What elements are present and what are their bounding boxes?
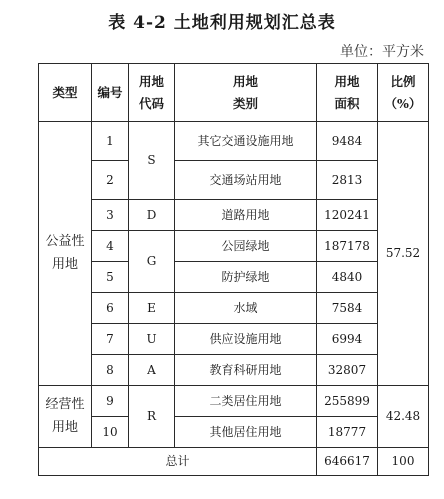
category-cell: 其他居住用地 — [175, 417, 317, 448]
table-row — [39, 293, 429, 324]
category-cell: 水域 — [175, 293, 317, 324]
header-ratio-line1: 比例 — [390, 74, 416, 90]
type-commercial-line2: 用地 — [51, 419, 78, 435]
table-row — [39, 122, 429, 161]
category-cell: 公园绿地 — [175, 231, 317, 262]
area-cell: 4840 — [317, 262, 378, 293]
table-row — [39, 161, 429, 200]
row-number: 6 — [92, 293, 129, 324]
area-cell: 187178 — [317, 231, 378, 262]
category-cell: 教育科研用地 — [175, 355, 317, 386]
type-public — [39, 122, 92, 386]
type-public-line2: 用地 — [51, 256, 78, 272]
code-cell: G — [129, 231, 175, 293]
ratio-commercial: 42.48 — [378, 386, 429, 448]
area-cell: 6994 — [317, 324, 378, 355]
area-cell: 2813 — [317, 161, 378, 200]
total-ratio: 100 — [378, 448, 429, 476]
row-number: 10 — [92, 417, 129, 448]
table-row — [39, 417, 429, 448]
category-cell: 防护绿地 — [175, 262, 317, 293]
code-cell: E — [129, 293, 175, 324]
row-number: 9 — [92, 386, 129, 417]
row-number: 5 — [92, 262, 129, 293]
row-number: 8 — [92, 355, 129, 386]
table-row — [39, 231, 429, 262]
total-row — [39, 448, 429, 476]
area-cell: 255899 — [317, 386, 378, 417]
table-row — [39, 262, 429, 293]
table-row — [39, 386, 429, 417]
total-label: 总计 — [39, 448, 317, 476]
header-code-line1: 用地 — [138, 74, 164, 90]
land-use-summary-table — [38, 63, 429, 476]
ratio-public: 57.52 — [378, 122, 429, 386]
table-row — [39, 355, 429, 386]
category-cell: 道路用地 — [175, 200, 317, 231]
category-cell: 供应设施用地 — [175, 324, 317, 355]
type-commercial-line1: 经营性 — [45, 397, 85, 413]
row-number: 7 — [92, 324, 129, 355]
code-cell: U — [129, 324, 175, 355]
total-area: 646617 — [317, 448, 378, 476]
category-cell: 其它交通设施用地 — [175, 122, 317, 161]
header-code-line2: 代码 — [138, 95, 164, 111]
row-number: 1 — [92, 122, 129, 161]
header-category-line2: 类别 — [232, 95, 258, 111]
header-area-line2: 面积 — [334, 95, 360, 111]
header-category-line1: 用地 — [232, 74, 258, 90]
area-cell: 32807 — [317, 355, 378, 386]
category-cell: 交通场站用地 — [175, 161, 317, 200]
area-cell: 18777 — [317, 417, 378, 448]
header-area — [317, 64, 378, 122]
area-cell: 120241 — [317, 200, 378, 231]
area-cell: 9484 — [317, 122, 378, 161]
code-cell: S — [129, 122, 175, 200]
unit-note: 单位：平方米 — [340, 44, 424, 60]
type-commercial — [39, 386, 92, 448]
table-row — [39, 200, 429, 231]
category-cell: 二类居住用地 — [175, 386, 317, 417]
row-number: 2 — [92, 161, 129, 200]
row-number: 4 — [92, 231, 129, 262]
table-row — [39, 324, 429, 355]
header-ratio — [378, 64, 429, 122]
header-number: 编号 — [92, 64, 129, 122]
header-area-line1: 用地 — [334, 74, 360, 90]
header-code — [129, 64, 175, 122]
code-cell: D — [129, 200, 175, 231]
type-public-line1: 公益性 — [45, 234, 85, 250]
code-cell: A — [129, 355, 175, 386]
header-type: 类型 — [39, 64, 92, 122]
area-cell: 7584 — [317, 293, 378, 324]
code-cell: R — [129, 386, 175, 448]
header-ratio-line2: （%） — [384, 95, 422, 111]
header-category — [175, 64, 317, 122]
row-number: 3 — [92, 200, 129, 231]
header-row — [39, 64, 429, 122]
table-title: 表 4-2 土地利用规划汇总表 — [108, 13, 336, 33]
